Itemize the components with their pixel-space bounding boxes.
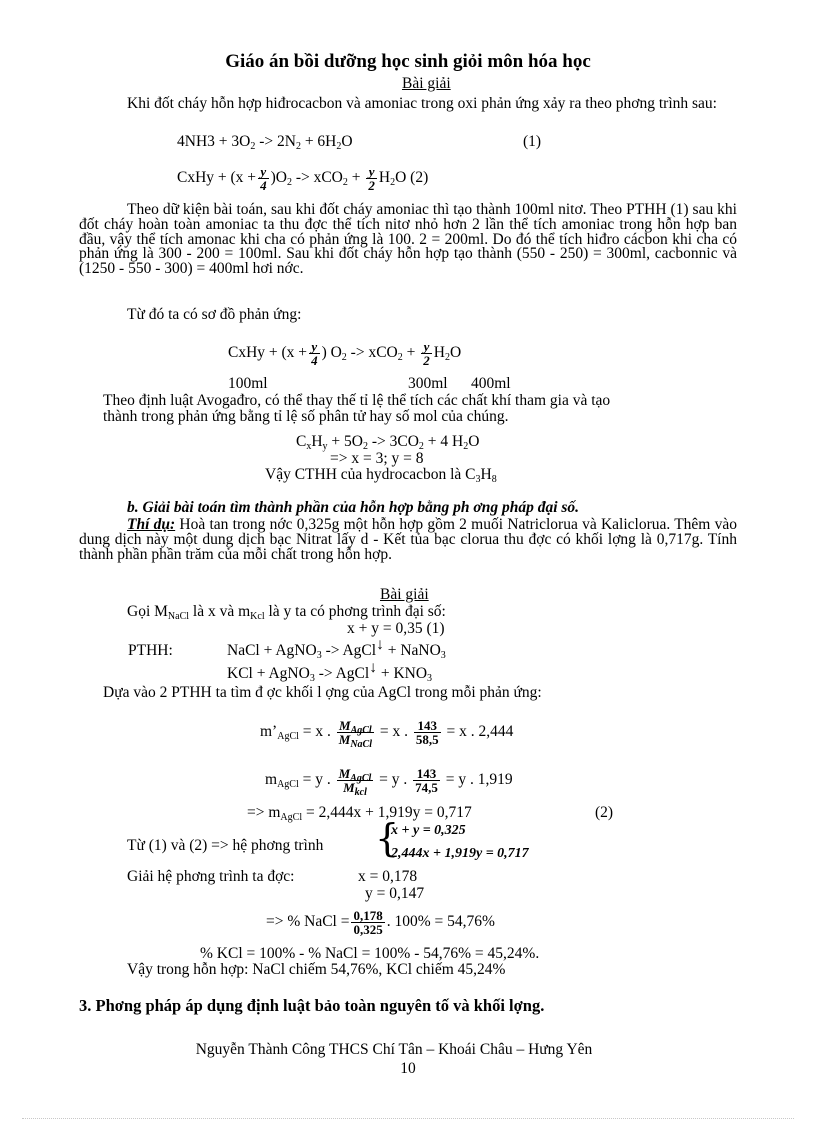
solve-x: x = 0,178 (358, 868, 418, 885)
paragraph-diagram-intro: Từ đó ta có sơ đồ phản ứng: (127, 306, 302, 323)
section-b-heading: b. Giải bài toán tìm thành phần của hỗn hợp bằng ph ơng pháp đại số. (127, 499, 580, 516)
example-paragraph: Thí dụ: Hoà tan trong nớc 0,325g một hỗn hợp gồm 2 muối Natriclorua và Kaliclorua. Thêm vào dung dịch này một dung dịch bạc Nitrat lấy d - Kết tủa bạc clorua thu đợc có khối lợng là 0,717g. Tính thành phần phần trăm của mỗi chất trong hỗn hợp. (79, 516, 737, 563)
equation-4: $C_xH_y + 5O_2 -> 3CO_2 + 4$ $H_2O$ (296, 433, 480, 452)
reaction-nacl: NaCl + AgNO$_3$ -> AgCl↓ + NaNO$_3$ (227, 636, 446, 661)
paragraph-analysis: Theo dữ kiện bài toán, sau khi đốt cháy amoniac thì tạo thành 100ml nitơ. Theo PTHH (1) sau khi đốt cháy hoàn toàn amoniac ta thu đợc thể tích nitơ nhỏ hơn 2 lần thể tích amoniac trong hỗn hợp ban đầu, vậy thể tích amonac khi cha có phản ứng là 100. 2 = 200ml. Do đó thể tích hiđro cácbon khi cha có phản ứng là 300 - 200 = 100ml. Sau khi đốt cháy hỗn hợp tạo thành (550 - 250) = 300ml, cacbonnic và (1250 - 550 - 300) = 400ml hơi nớc. (79, 201, 737, 278)
section-3-heading: 3. Phơng pháp áp dụng định luật bảo toàn nguyên tố và khối lợng. (79, 996, 545, 1015)
mass-equation-2: $m_{AgCl} = y$ . $M_{AgCl}$ $M_{kcl}$ = y . $\frac{143}{74,5}$ = y . 1,919 (265, 765, 513, 798)
solution-definitions: Gọi $M_{NaCl}$ là x và $m_{Kcl}$ là y ta có phơng trình đại số: (127, 603, 446, 622)
pthh-label: PTHH: (128, 642, 173, 659)
equation-5: => x = 3; y = 8 (330, 450, 424, 467)
equation-1: $4NH3 + 3O_2 -> 2N_2 + 6H_2O$ (177, 133, 353, 152)
mass-equation-3: => $m_{AgCl} = 2,444x + 1,919y = 0,717$ (247, 804, 472, 823)
volume-hydrocarbon: 100ml (228, 375, 268, 392)
example-label: Thí dụ: (127, 516, 176, 533)
avogadro-line-1: Theo định luật Avogađro, có thể thay thế tỉ lệ thể tích các chất khí tham gia và tạo (103, 392, 611, 409)
avogadro-line-2: thành trong phản ứng bằng tỉ lệ số phân tử hay số mol của chúng. (103, 408, 509, 425)
solution-heading-1: Bài giải (402, 75, 451, 92)
solution-heading-2: Bài giải (380, 586, 429, 603)
percent-kcl: % KCl = 100% - % NaCl = 100% - 54,76% = 45,24%. (200, 945, 540, 962)
solve-label: Giải hệ phơng trình ta đợc: (127, 868, 295, 885)
equation-1-number: (1) (523, 133, 542, 150)
conclusion-formula: Vậy CTHH của hydrocacbon là $C_3H_8$ (265, 466, 497, 485)
volume-h2o: 400ml (471, 375, 511, 392)
system-brace: { (375, 816, 400, 860)
system-equation-2: 2,444x + 1,919y = 0,717 (391, 846, 529, 861)
volume-co2: 300ml (408, 375, 448, 392)
reaction-kcl: KCl + AgNO$_3$ -> AgCl↓ + $KNO_3$ (227, 659, 433, 684)
page-footer: Nguyễn Thành Công THCS Chí Tân – Khoái Châu – Hưng Yên (195, 1041, 593, 1058)
mass-intro: Dựa vào 2 PTHH ta tìm đ ợc khối l ợng của AgCl trong mỗi phản ứng: (103, 684, 542, 701)
mass-equation-3-number: (2) (595, 804, 614, 821)
equation-2: CxHy + (x + $\frac{y}{4}$ )$O_2 -> xCO_2$ + $\frac{y}{2}$ $H_2O$ (2) (177, 163, 429, 193)
percent-nacl: => % NaCl = $\frac{0,178}{0,325}$ . 100% = 54,76% (266, 907, 495, 937)
page-number: 10 (400, 1060, 416, 1077)
page-bottom-border (22, 1118, 794, 1119)
system-label: Từ (1) và (2) => hệ phơng trình (127, 837, 324, 854)
system-equation-1: x + y = 0,325 (391, 823, 466, 838)
equation-sum: x + y = 0,35 (1) (347, 620, 445, 637)
paragraph-intro: Khi đốt cháy hỗn hợp hiđrocacbon và amoniac trong oxi phản ứng xảy ra theo phơng trình sau: (127, 95, 717, 112)
mass-equation-1: $m’_{AgCl} = x$ . $M_{AgCl}$ $M_{NaCl}$ = x . $\frac{143}{58,5}$ = x . 2,444 (260, 717, 514, 750)
final-conclusion: Vậy trong hỗn hợp: NaCl chiếm 54,76%, KCl chiếm 45,24% (127, 961, 506, 978)
equation-3: CxHy + (x + $\frac{y}{4}$ ) $O_2 -> xCO_2$ + $\frac{y}{2}$ $H_2O$ (228, 338, 462, 368)
page-header: Giáo án bồi dưỡng học sinh giỏi môn hóa học (225, 51, 591, 72)
solve-y: y = 0,147 (365, 885, 425, 902)
